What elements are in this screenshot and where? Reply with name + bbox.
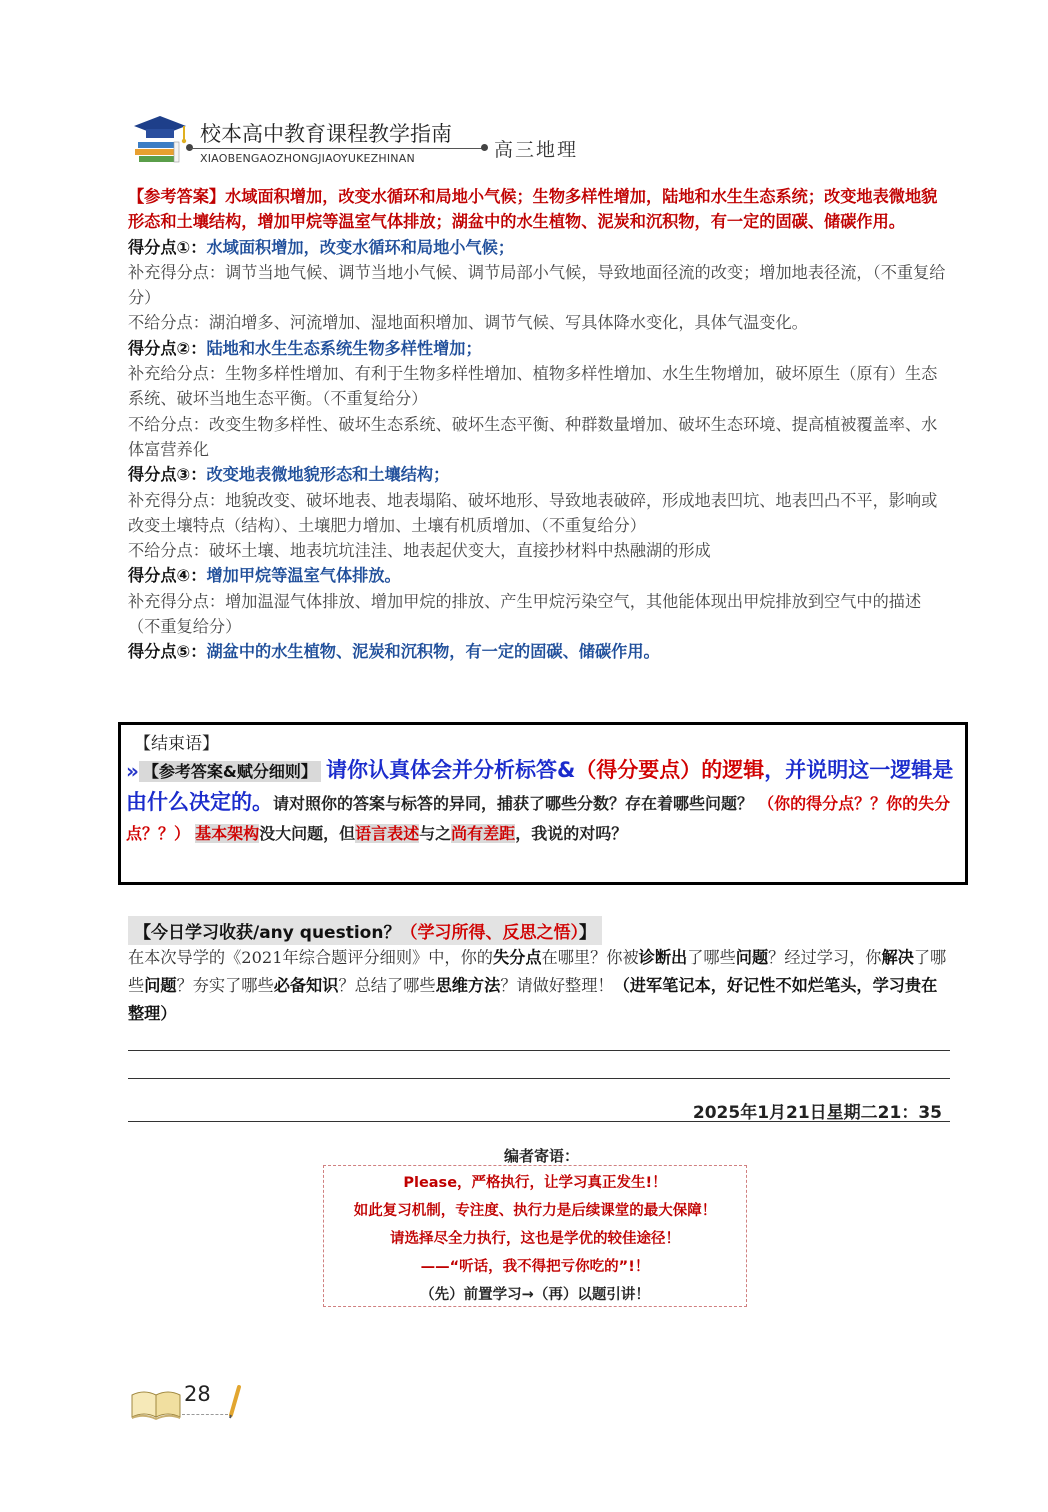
- no-points-2: 不给分点：改变生物多样性、破坏生态系统、破坏生态平衡、种群数量增加、破坏生态环境、提高植被覆盖率、水体富营养化: [128, 414, 938, 459]
- editor-line-3: 请选择尽全力执行，这也是学优的较佳途径！: [390, 1231, 680, 1247]
- editor-line-5: （先）前置学习→（再）以题引讲！: [420, 1287, 650, 1303]
- scoring-point-4: 得分点④：增加甲烷等温室气体排放。: [128, 566, 401, 586]
- conclusion-text: » 【参考答案&赋分细则】 请你认真体会并分析标答&（得分要点）的逻辑，并说明这一逻辑是由什么决定的。请对照你的答案与标答的异同，捕获了哪些分数？存在着哪些问题？ （你的得分点？？你的失分点？？） 基本架构没大问题，但语言表述与之尚有差距，我说的对吗？: [126, 758, 954, 843]
- header-divider: [190, 148, 485, 149]
- editor-note-lines: [323, 1169, 747, 1309]
- editor-note-title: 编者寄语：: [504, 1147, 580, 1165]
- scoring-point-2: 得分点②：陆地和水生生态系统生物多样性增加；: [128, 338, 482, 358]
- extra-points-2: 补充给分点：生物多样性增加、有利于生物多样性增加、植物多样性增加、水生生物增加，破坏原生（原有）生态系统、破坏当地生态平衡。（不重复给分）: [128, 364, 938, 409]
- writing-line-1: [128, 1050, 950, 1051]
- subject-label: 高三地理: [494, 139, 579, 161]
- conclusion-title: 【结束语】: [134, 734, 219, 754]
- pencil-icon: [228, 1385, 242, 1419]
- no-points-3: 不给分点：破坏土壤、地表坑坑洼洼、地表起伏变大，直接抄材料中热融湖的形成: [128, 541, 711, 561]
- editor-line-1: Please，严格执行，让学习真正发生!！: [403, 1175, 667, 1191]
- guide-title-pinyin: XIAOBENGAOZHONGJIAOYUKEZHINAN: [200, 152, 415, 165]
- conclusion-label: 【参考答案&赋分细则】: [139, 761, 321, 782]
- today-learning-label: 【今日学习收获/any question？（学习所得、反思之悟）】: [128, 916, 602, 945]
- extra-points-1: 补充得分点：调节当地气候、调节当地小气候、调节局部小气候，导致地面径流的改变；增加地表径流，（不重复给分）: [128, 262, 946, 308]
- footer-dashed-line: [182, 1414, 228, 1415]
- today-learning-prompt: 在本次导学的《2021年综合题评分细则》中，你的失分点在哪里？你被诊断出了哪些问题？经过学习，你解决了哪些问题？夯实了哪些必备知识？总结了哪些思维方法？请做好整理！（进军笔记本，好记性不如烂笔头，学习贵在整理）: [128, 948, 947, 1023]
- extra-points-3: 补充得分点：地貌改变、破坏地表、地表塌陷、破坏地形、导致地表破碎，形成地表凹坑、地表凹凸不平，影响或改变土壤特点（结构）、土壤肥力增加、土壤有机质增加、（不重复给分）: [128, 490, 938, 535]
- guide-title: 校本高中教育课程教学指南: [200, 122, 452, 146]
- answer-section: [128, 184, 952, 665]
- date-stamp: 2025年1月21日星期二21：35: [692, 1103, 942, 1123]
- editor-line-4: ——“听话，我不得把亏你吃的”!！: [420, 1259, 650, 1275]
- editor-line-2: 如此复习机制，专注度、执行力是后续课堂的最大保障！: [353, 1203, 717, 1219]
- scoring-point-5: 得分点⑤：湖盆中的水生植物、泥炭和沉积物，有一定的固碳、储碳作用。: [128, 642, 660, 662]
- no-points-1: 不给分点：湖泊增多、河流增加、湿地面积增加、调节气候、写具体降水变化，具体气温变化。: [128, 313, 808, 333]
- reference-answer-text: 水域面积增加，改变水循环和局地小气候；生物多样性增加，陆地和水生生态系统；改变地表微地貌形态和土壤结构，增加甲烷等温室气体排放；湖盆中的水生植物、泥炭和沉积物，有一定的固碳、储碳作用。: [128, 187, 938, 232]
- header-dot-right: [481, 144, 488, 151]
- double-chevron-icon: »: [126, 759, 139, 783]
- scoring-point-3: 得分点③：改变地表微地貌形态和土壤结构；: [128, 465, 450, 485]
- open-book-icon: [130, 1385, 182, 1421]
- reference-answer: [128, 184, 952, 235]
- graduation-cap-books-icon: [130, 112, 188, 168]
- extra-points-4: 补充得分点：增加温湿气体排放、增加甲烷的排放、产生甲烷污染空气，其他能体现出甲烷排放到空气中的描述（不重复给分）: [128, 591, 922, 637]
- scoring-point-1: 得分点①：水域面积增加，改变水循环和局地小气候；: [128, 237, 515, 257]
- writing-line-2: [128, 1078, 950, 1079]
- date-underline: [128, 1121, 950, 1122]
- reference-answer-label: 【参考答案】: [128, 187, 226, 206]
- page-number: 28: [184, 1382, 211, 1406]
